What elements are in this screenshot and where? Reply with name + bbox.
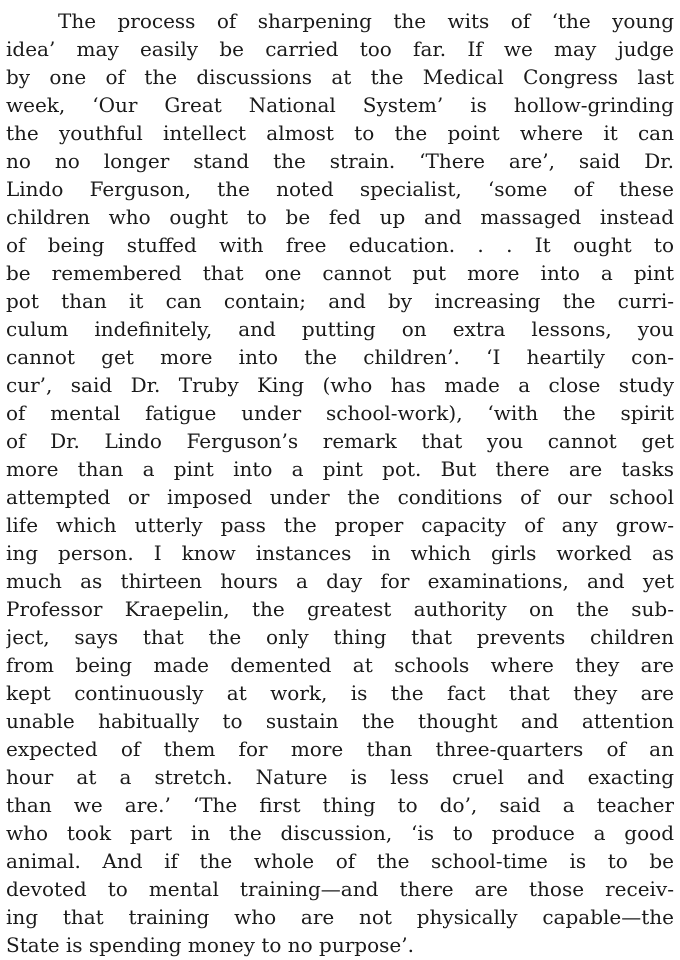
text-line: of being stuffed with free education. . . It ought to [6, 233, 674, 257]
text-line: hour at a stretch. Nature is less cruel and exacting [6, 765, 674, 789]
text-line: more than a pint into a pint pot. But there are tasks [6, 457, 674, 481]
text-line: attempted or imposed under the conditions of our school [6, 485, 674, 509]
text-line: The process of sharpening the wits of ‘the young [58, 9, 674, 33]
text-line: cur’, said Dr. Truby King (who has made a close study [6, 373, 674, 397]
text-line: by one of the discussions at the Medical Congress last [6, 65, 674, 89]
text-line: than we are.’ ‘The first thing to do’, said a teacher [6, 793, 674, 817]
text-line: Professor Kraepelin, the greatest authority on the sub- [6, 597, 674, 621]
text-line: no no longer stand the strain. ‘There are’, said Dr. [6, 149, 674, 173]
text-line: expected of them for more than three-quarters of an [6, 737, 674, 761]
text-line: ing that training who are not physically capable—the [6, 905, 674, 929]
text-line: the youthful intellect almost to the point where it can [6, 121, 674, 145]
text-line: children who ought to be fed up and massaged instead [6, 205, 674, 229]
text-line: be remembered that one cannot put more into a pint [6, 261, 674, 285]
text-line: week, ‘Our Great National System’ is hollow-grinding [6, 93, 674, 117]
text-line: from being made demented at schools where they are [6, 653, 674, 677]
document-page [6, 5, 674, 955]
text-line: of Dr. Lindo Ferguson’s remark that you cannot get [6, 429, 674, 453]
text-line: life which utterly pass the proper capacity of any grow- [6, 513, 674, 537]
text-line: ject, says that the only thing that prevents children [6, 625, 674, 649]
text-line: Lindo Ferguson, the noted specialist, ‘some of these [6, 177, 674, 201]
text-line: animal. And if the whole of the school-time is to be [6, 849, 674, 873]
text-line: of mental fatigue under school-work), ‘with the spirit [6, 401, 674, 425]
text-line: kept continuously at work, is the fact that they are [6, 681, 674, 705]
text-line: pot than it can contain; and by increasing the curri- [6, 289, 674, 313]
text-line: State is spending money to no purpose’. [6, 933, 414, 957]
text-line: ing person. I know instances in which girls worked as [6, 541, 674, 565]
text-line: culum indefinitely, and putting on extra lessons, you [6, 317, 674, 341]
text-line: who took part in the discussion, ‘is to produce a good [6, 821, 674, 845]
text-line: devoted to mental training—and there are those receiv- [6, 877, 674, 901]
text-line: cannot get more into the children’. ‘I heartily con- [6, 345, 674, 369]
text-line: idea’ may easily be carried too far. If we may judge [6, 37, 674, 61]
text-line: unable habitually to sustain the thought and attention [6, 709, 674, 733]
text-line: much as thirteen hours a day for examinations, and yet [6, 569, 674, 593]
